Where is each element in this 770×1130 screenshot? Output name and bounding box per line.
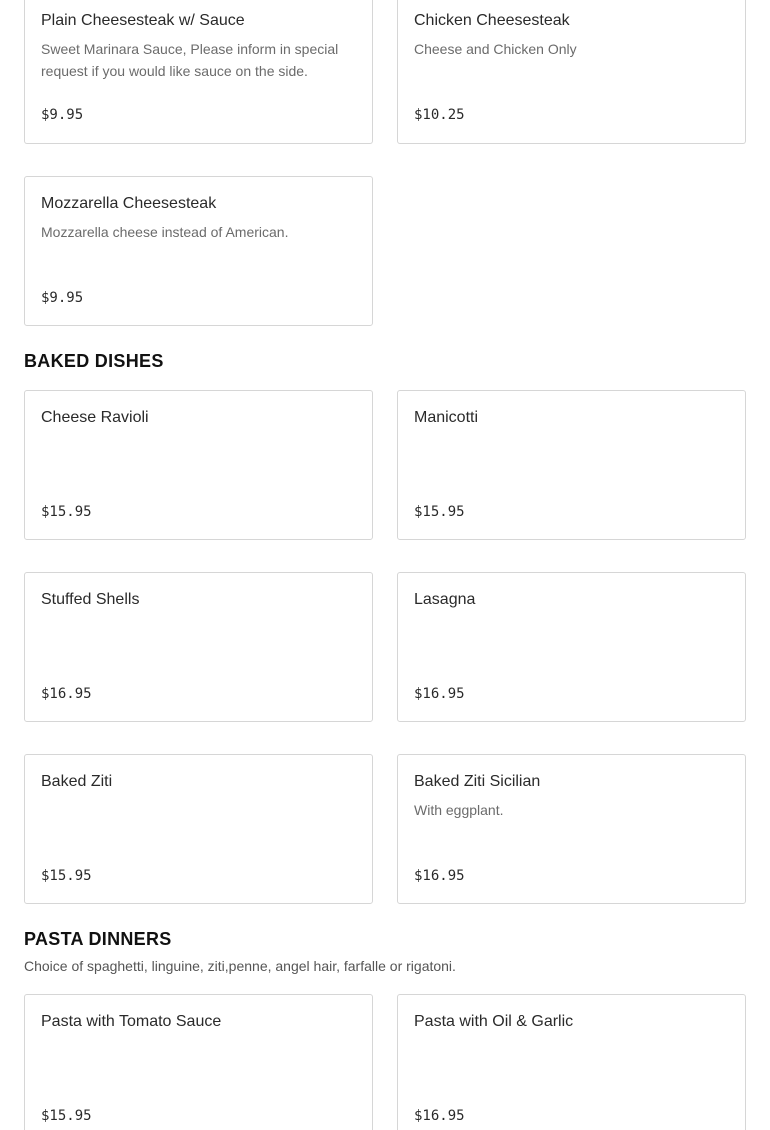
item-price: $10.25 — [414, 107, 465, 123]
item-name: Baked Ziti — [41, 773, 113, 790]
item-price: $9.95 — [41, 107, 84, 123]
item-price: $15.95 — [41, 504, 92, 520]
menu-item-card[interactable] — [24, 0, 373, 144]
section-title-baked-dishes: BAKED DISHES — [24, 351, 164, 371]
item-name: Pasta with Oil & Garlic — [414, 1013, 574, 1030]
item-price: $15.95 — [41, 868, 92, 884]
section-title-pasta-dinners: PASTA DINNERS — [24, 929, 172, 949]
menu-item-card[interactable] — [24, 176, 373, 326]
item-price: $16.95 — [414, 686, 465, 702]
item-description: Mozzarella cheese instead of American. — [41, 224, 289, 240]
item-price: $15.95 — [41, 1108, 92, 1124]
section-subtitle: Choice of spaghetti, linguine, ziti,penne, angel hair, farfalle or rigatoni. — [24, 958, 456, 974]
item-price: $16.95 — [414, 1108, 465, 1124]
menu-item-card[interactable] — [397, 0, 746, 144]
item-name: Pasta with Tomato Sauce — [41, 1013, 222, 1030]
item-name: Lasagna — [414, 591, 476, 608]
menu-item-card[interactable] — [397, 572, 746, 722]
item-price: $15.95 — [414, 504, 465, 520]
item-price: $9.95 — [41, 290, 84, 306]
item-description: With eggplant. — [414, 802, 504, 818]
item-description: Cheese and Chicken Only — [414, 41, 577, 57]
menu-item-card[interactable] — [397, 994, 746, 1130]
item-price: $16.95 — [414, 868, 465, 884]
menu-item-card[interactable] — [24, 754, 373, 904]
item-name: Baked Ziti Sicilian — [414, 773, 541, 790]
item-name: Mozzarella Cheesesteak — [41, 195, 217, 212]
item-name: Plain Cheesesteak w/ Sauce — [41, 12, 245, 29]
menu-item-card[interactable] — [397, 390, 746, 540]
item-price: $16.95 — [41, 686, 92, 702]
menu-item-card[interactable] — [397, 754, 746, 904]
item-name: Stuffed Shells — [41, 591, 140, 608]
menu-item-card[interactable] — [24, 994, 373, 1130]
item-name: Manicotti — [414, 409, 479, 426]
menu-item-card[interactable] — [24, 572, 373, 722]
item-description: Sweet Marinara Sauce, Please inform in special request if you would like sauce on the side. — [41, 41, 339, 79]
menu-item-card[interactable] — [24, 390, 373, 540]
item-name: Chicken Cheesesteak — [414, 12, 570, 29]
item-name: Cheese Ravioli — [41, 409, 149, 426]
